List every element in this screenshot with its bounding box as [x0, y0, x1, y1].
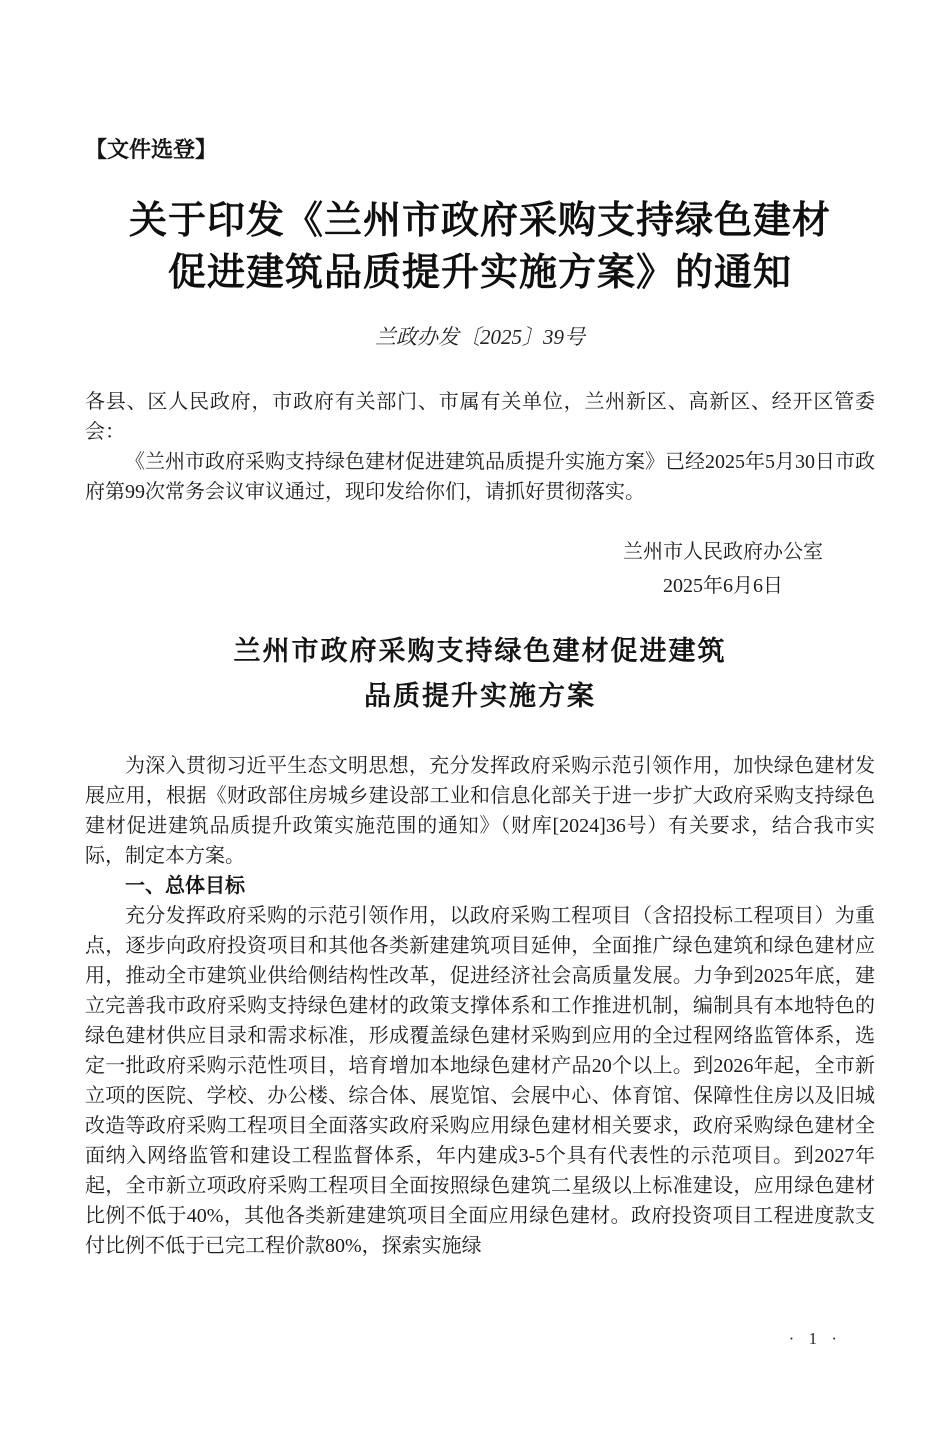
- plan-title-line-2: 品质提升实施方案: [364, 681, 596, 711]
- page-number: · 1 ·: [788, 1329, 842, 1348]
- signature-date: 2025年6月6日: [663, 575, 783, 597]
- signature-inner: [623, 535, 823, 603]
- signature-organization: 兰州市人民政府办公室: [623, 541, 823, 563]
- notice-body: [85, 387, 875, 507]
- notice-title-line-2: 促进建筑品质提升实施方案》的通知: [167, 252, 792, 294]
- notice-salutation: 各县、区人民政府，市政府有关部门、市属有关单位，兰州新区、高新区、经开区管委会：: [85, 391, 875, 443]
- plan-title-line-1: 兰州市政府采购支持绿色建材促进建筑: [233, 636, 727, 666]
- section-1-paragraph: 充分发挥政府采购的示范引领作用，以政府采购工程项目（含招投标工程项目）为重点，逐步向政府投资项目和其他各类新建建筑项目延伸，全面推广绿色建筑和绿色建材应用，推动全市建筑业供给侧结构性改革，促进经济社会高质量发展。力争到2025年底，建立完善我市政府采购支持绿色建材的政策支撑体系和工作推进机制，编制具有本地特色的绿色建材供应目录和需求标准，形成覆盖绿色建材采购到应用的全过程网络监管体系，选定一批政府采购示范性项目，培育增加本地绿色建材产品20个以上。到2026年起，全市新立项的医院、学校、办公楼、综合体、展览馆、会展中心、体育馆、保障性住房以及旧城改造等政府采购工程项目全面落实政府采购应用绿色建材相关要求，政府采购绿色建材全面纳入网络监管和建设工程监督体系，年内建成3-5个具有代表性的示范项目。到2027年起，全市新立项政府采购工程项目全面按照绿色建筑二星级以上标准建设，应用绿色建材比例不低于40%，其他各类新建建筑项目全面应用绿色建材。政府投资项目工程进度款支付比例不低于已完工程价款80%，探索实施绿: [85, 905, 875, 1257]
- section-1-heading: 一、总体目标: [125, 875, 245, 897]
- notice-title-line-1: 关于印发《兰州市政府采购支持绿色建材: [128, 200, 831, 242]
- plan-body: [85, 751, 875, 1261]
- document-page: [0, 137, 950, 1435]
- doc-number: 兰政办发〔2025〕39号: [375, 325, 585, 349]
- plan-title: [85, 629, 875, 719]
- column-tag: 【文件选登】: [85, 137, 218, 162]
- notice-title: [85, 195, 875, 299]
- signature-block: [85, 535, 823, 603]
- notice-body-paragraph: 《兰州市政府采购支持绿色建材促进建筑品质提升实施方案》已经2025年5月30日市政府第99次常务会议审议通过，现印发给你们，请抓好贯彻落实。: [85, 451, 875, 503]
- plan-intro-paragraph: 为深入贯彻习近平生态文明思想，充分发挥政府采购示范引领作用，加快绿色建材发展应用，根据《财政部住房城乡建设部工业和信息化部关于进一步扩大政府采购支持绿色建材促进建筑品质提升政策实施范围的通知》（财库[2024]36号）有关要求，结合我市实际，制定本方案。: [85, 755, 875, 867]
